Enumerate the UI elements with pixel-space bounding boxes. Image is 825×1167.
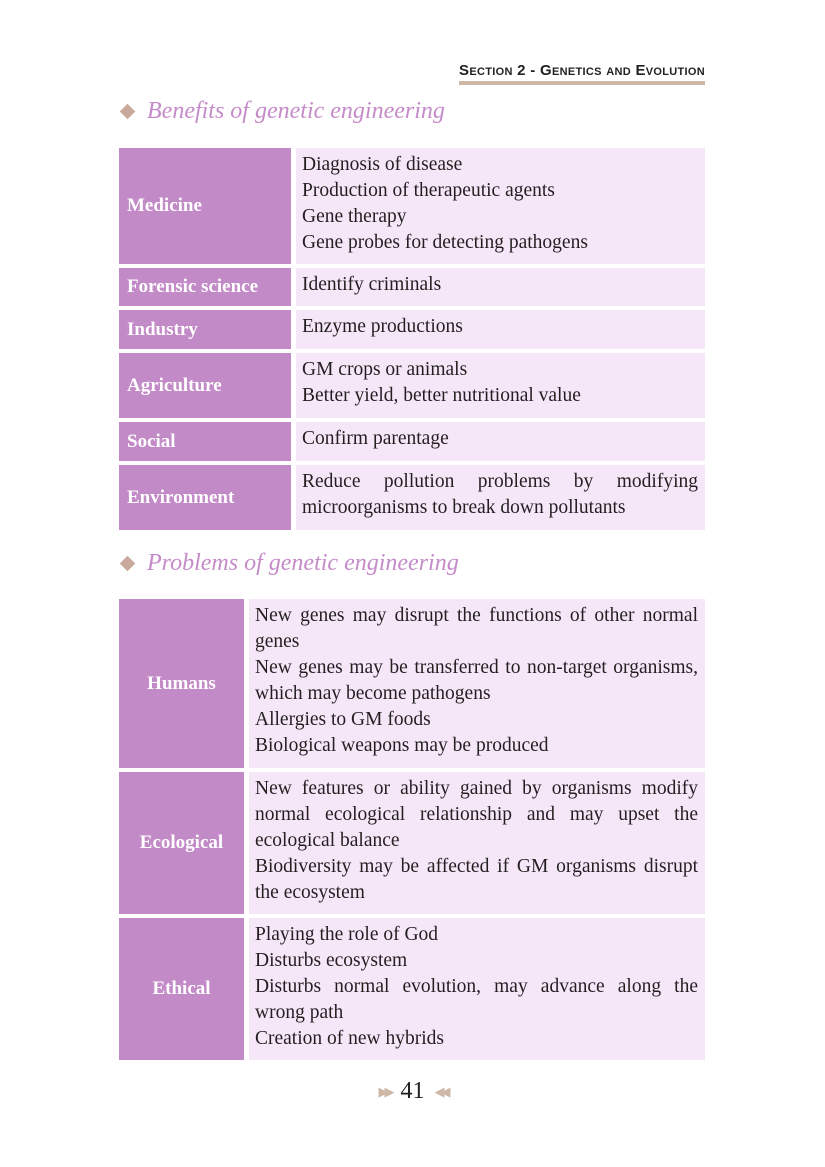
problems-title: Problems of genetic engineering <box>147 550 459 576</box>
list-item: Gene probes for detecting pathogens <box>302 232 588 253</box>
diamond-bullet-icon <box>120 556 136 572</box>
row-label: Agriculture <box>127 374 222 396</box>
row-content-cell <box>296 465 705 530</box>
list-item: Biological weapons may be produced <box>255 735 549 756</box>
list-item: New genes may be transferred to non-target organisms, which may become pathogens <box>255 657 698 704</box>
list-item: Better yield, better nutritional value <box>302 385 581 406</box>
page-footer <box>0 1078 825 1105</box>
row-label: Industry <box>127 318 198 340</box>
row-label: Ethical <box>152 978 211 999</box>
row-content-cell <box>249 599 705 768</box>
row-label-cell <box>119 268 291 306</box>
list-item: Confirm parentage <box>302 428 449 449</box>
list-item: Diagnosis of disease <box>302 154 463 175</box>
table-row <box>119 268 705 306</box>
benefits-heading <box>122 98 445 125</box>
row-label-cell <box>119 353 291 418</box>
row-label: Forensic science <box>127 276 259 297</box>
row-content-cell <box>296 268 705 306</box>
row-content-cell <box>249 918 705 1060</box>
list-item: Disturbs ecosystem <box>255 950 408 971</box>
row-label: Social <box>127 430 176 452</box>
row-label-cell <box>119 772 244 914</box>
row-label-cell <box>119 148 291 264</box>
row-label: Medicine <box>127 195 202 216</box>
table-row <box>119 310 705 349</box>
benefits-table <box>119 148 705 534</box>
problems-table <box>119 599 705 1064</box>
list-item: GM crops or animals <box>302 359 468 380</box>
page-number: 41 <box>400 1078 425 1104</box>
list-item: Enzyme productions <box>302 316 463 337</box>
row-content-cell <box>249 772 705 914</box>
row-label: Humans <box>147 672 216 694</box>
list-item: Identify criminals <box>302 274 442 295</box>
benefits-title: Benefits of genetic engineering <box>147 98 445 124</box>
diamond-bullet-icon <box>120 104 136 120</box>
list-item: New genes may disrupt the functions of other normal genes <box>255 605 698 652</box>
section-header: Section 2 - Genetics and Evolution <box>459 62 705 85</box>
row-label: Ecological <box>139 832 224 853</box>
table-row <box>119 353 705 418</box>
list-item: Disturbs normal evolution, may advance along the wrong path <box>255 976 698 1023</box>
list-item: Biodiversity may be affected if GM organisms disrupt the ecosystem <box>255 856 698 903</box>
table-row <box>119 465 705 530</box>
row-content-cell <box>296 422 705 461</box>
row-label-cell <box>119 918 244 1060</box>
table-row <box>119 918 705 1060</box>
problems-heading <box>122 550 459 577</box>
list-item: Reduce pollution problems by modifying microorganisms to break down pollutants <box>302 471 698 518</box>
table-row <box>119 148 705 264</box>
list-item: New features or ability gained by organisms modify normal ecological relationship and may upset the ecological balance <box>255 778 698 851</box>
row-content-cell <box>296 353 705 418</box>
row-label-cell <box>119 310 291 349</box>
double-arrow-right-icon: ▶▶ <box>378 1084 391 1100</box>
double-arrow-left-icon: ◀◀ <box>434 1084 447 1100</box>
table-row <box>119 422 705 461</box>
table-row <box>119 772 705 914</box>
list-item: Production of therapeutic agents <box>302 180 555 201</box>
list-item: Allergies to GM foods <box>255 709 431 730</box>
list-item: Creation of new hybrids <box>255 1028 445 1049</box>
row-label-cell <box>119 599 244 768</box>
row-content-cell <box>296 310 705 349</box>
list-item: Gene therapy <box>302 206 407 227</box>
row-content-cell <box>296 148 705 264</box>
table-row <box>119 599 705 768</box>
row-label-cell <box>119 422 291 461</box>
list-item: Playing the role of God <box>255 924 439 945</box>
row-label-cell <box>119 465 291 530</box>
row-label: Environment <box>127 486 235 508</box>
